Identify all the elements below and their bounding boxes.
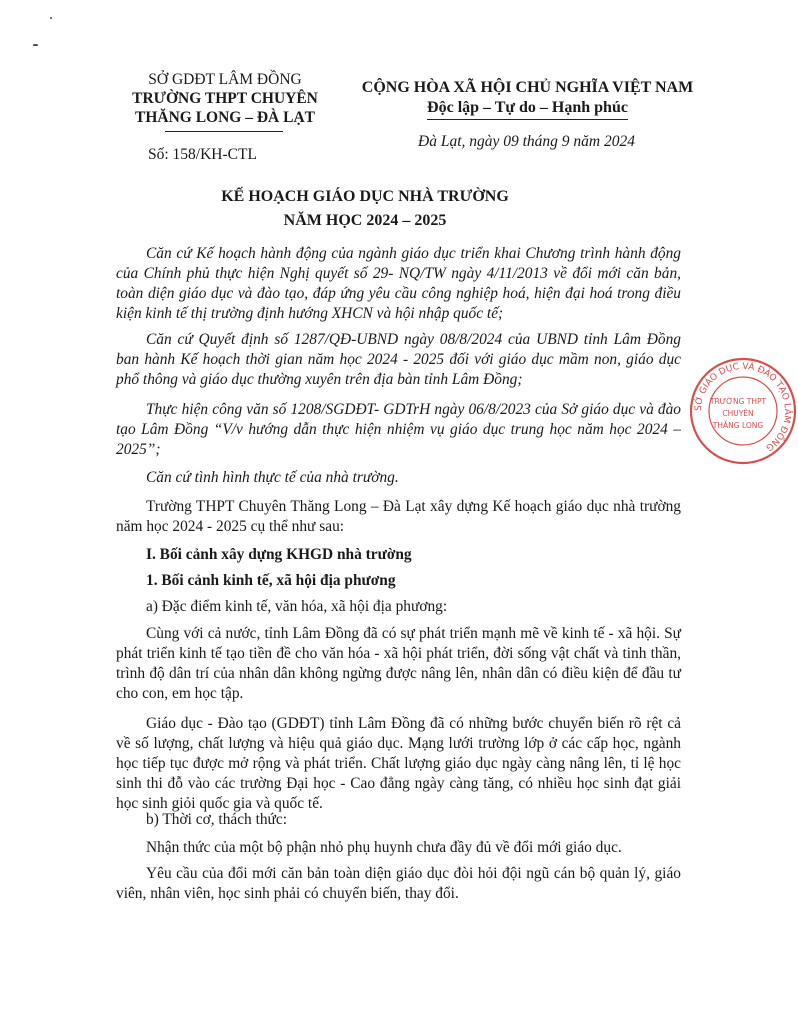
place-date: Đà Lạt, ngày 09 tháng 9 năm 2024 <box>418 133 635 150</box>
section-heading-1: I. Bối cảnh xây dựng KHGD nhà trường <box>146 546 412 563</box>
paragraph-basis-1: Căn cứ Kế hoạch hành động của ngành giáo dục triển khai Chương trình hành động của Chính phủ thực hiện Nghị quyết số 29- NQ/TW ngày 4/11/2013 về đổi mới căn bản, toàn diện giáo dục và đào tạo, đáp ứng yêu cầu công nghiệp hoá, hiện đại hoá trong điều kiện kinh tế thị trường định hướng XHCN và hội nhập quốc tế; <box>116 245 681 322</box>
red-seal-stamp <box>688 356 798 466</box>
national-motto: Độc lập – Tự do – Hạnh phúc <box>427 98 628 120</box>
paragraph-awareness: Nhận thức của một bộ phận nhỏ phụ huynh chưa đầy đủ về đổi mới giáo dục. <box>146 839 622 856</box>
scan-speck <box>33 44 38 46</box>
paragraph-basis-4: Căn cứ tình hình thực tế của nhà trường. <box>146 469 399 486</box>
paragraph-basis-3: Thực hiện công văn số 1208/SGDĐT- GDTrH ngày 06/8/2023 của Sở giáo dục và đào tạo Lâm Đồng “V/v hướng dẫn thực hiện nhiệm vụ giáo dục trung học năm học 2024 – 2025”; <box>116 401 681 458</box>
issuing-agency <box>110 70 340 127</box>
document-number: Số: 158/KH-CTL <box>148 146 257 163</box>
national-heading <box>325 78 730 120</box>
paragraph-education: Giáo dục - Đào tạo (GDĐT) tỉnh Lâm Đồng đã có những bước chuyển biến rõ rệt cả về số lượng, chất lượng và hiệu quả giáo dục. Mạng lưới trường lớp ở các cấp học, ngành học tiếp tục được mở rộng và phát triển. Chất lượng giáo dục ngày càng nâng lên, tỉ lệ học sinh thi đỗ vào các trường Đại học - Cao đẳng ngày càng tăng, có nhiều học sinh đạt giải học sinh giỏi quốc gia và quốc tế. <box>116 715 681 812</box>
svg-text:CHUYÊN: CHUYÊN <box>722 409 754 418</box>
paragraph-requirement: Yêu cầu của đổi mới căn bản toàn diện giáo dục đòi hỏi đội ngũ cán bộ quản lý, giáo viên, nhân viên, học sinh phải có chuyển biến, thay đổi. <box>116 865 681 902</box>
agency-line-2: TRƯỜNG THPT CHUYÊN <box>132 90 318 107</box>
paragraph-basis-2: Căn cứ Quyết định số 1287/QĐ-UBND ngày 08/8/2024 của UBND tỉnh Lâm Đồng ban hành Kế hoạch thời gian năm học 2024 - 2025 đối với giáo dục mầm non, giáo dục phổ thông và giáo dục thường xuyên trên địa bàn tỉnh Lâm Đồng; <box>116 331 681 388</box>
national-title: CỘNG HÒA XÃ HỘI CHỦ NGHĨA VIỆT NAM <box>361 79 694 96</box>
paragraph-economy: Cùng với cả nước, tỉnh Lâm Đồng đã có sự phát triển mạnh mẽ về kinh tế - xã hội. Sự phát triển kinh tế tạo tiền đề cho văn hóa - xã hội phát triển, đời sống vật chất và tinh thần, trình độ dân trí của nhân dân không ngừng được nâng lên, nhân dân có điều kiện để đầu tư cho con, em học tập. <box>116 625 681 702</box>
agency-underline <box>165 131 283 132</box>
scan-speck <box>50 17 52 19</box>
document-title: KẾ HOẠCH GIÁO DỤC NHÀ TRƯỜNG <box>221 188 509 205</box>
subsection-a: a) Đặc điểm kinh tế, văn hóa, xã hội địa phương: <box>146 598 448 615</box>
svg-text:SỞ GIÁO DỤC VÀ ĐÀO TẠO LÂM ĐỒN: SỞ GIÁO DỤC VÀ ĐÀO TẠO LÂM ĐỒNG <box>693 361 793 453</box>
agency-line-1: SỞ GDĐT LÂM ĐỒNG <box>148 71 302 88</box>
agency-line-3: THĂNG LONG – ĐÀ LẠT <box>135 109 315 126</box>
paragraph-intro: Trường THPT Chuyên Thăng Long – Đà Lạt xây dựng Kế hoạch giáo dục nhà trường năm học 2024 - 2025 cụ thể như sau: <box>116 498 681 535</box>
svg-text:THĂNG LONG: THĂNG LONG <box>712 421 764 430</box>
svg-text:TRƯỜNG THPT: TRƯỜNG THPT <box>709 397 767 406</box>
document-subtitle: NĂM HỌC 2024 – 2025 <box>283 212 447 229</box>
subsection-b: b) Thời cơ, thách thức: <box>146 811 288 828</box>
section-heading-1-1: 1. Bối cảnh kinh tế, xã hội địa phương <box>146 572 396 589</box>
